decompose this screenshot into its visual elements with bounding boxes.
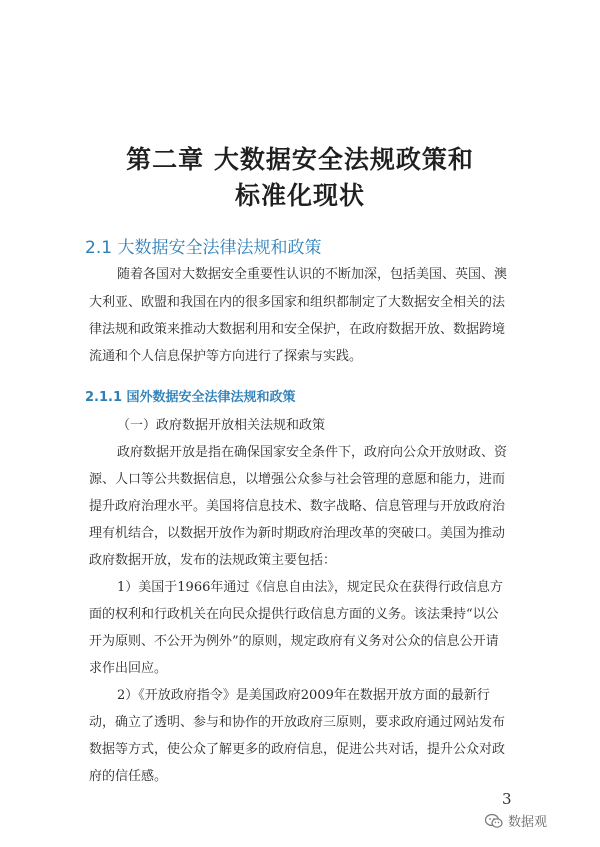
- paragraph-line: 理有机结合，以数据开放作为新时期政府治理改革的突破口。美国为推动: [89, 526, 506, 541]
- paragraph-line: 政府数据开放，发布的法规政策主要包括：: [89, 553, 337, 568]
- list-item-line: 府的信任感。: [89, 769, 168, 784]
- chapter-title-line2: 标准化现状: [234, 181, 365, 210]
- section-heading-2-1: 2.1 大数据安全法律法规和政策: [85, 238, 322, 258]
- list-item-line: 1）美国于1966年通过《信息自由法》，规定民众在获得行政信息方: [117, 580, 503, 595]
- paragraph-line: 律法规和政策来推动大数据利用和安全保护，在政府数据开放、数据跨境: [89, 322, 506, 337]
- paragraph-line: 源、人口等公共数据信息，以增强公众参与社会管理的意愿和能力，进而: [89, 472, 506, 487]
- list-item-line: 数据等方式，使公众了解更多的政府信息，促进公共对话，提升公众对政: [89, 742, 506, 757]
- list-item-line: 2）《开放政府指令》是美国政府2009年在数据开放方面的最新行: [117, 688, 490, 703]
- page-number: 3: [502, 790, 512, 808]
- paragraph-line: 大利亚、欧盟和我国在内的很多国家和组织都制定了大数据安全相关的法: [89, 295, 506, 310]
- wechat-icon: [484, 813, 504, 829]
- sub-heading: （一）政府数据开放相关法规和政策: [117, 418, 326, 433]
- section-heading-2-1-1: 2.1.1 国外数据安全法律法规和政策: [85, 390, 296, 405]
- watermark: [484, 811, 547, 830]
- list-item-line: 求作出回应。: [89, 661, 168, 676]
- paragraph-line: 政府数据开放是指在确保国家安全条件下，政府向公众开放财政、资: [117, 445, 508, 460]
- paragraph-line: 提升政府治理水平。美国将信息技术、数字战略、信息管理与开放政府治: [89, 499, 506, 514]
- list-item-line: 动，确立了透明、参与和协作的开放政府三原则，要求政府通过网站发布: [89, 715, 506, 730]
- paragraph-line: 流通和个人信息保护等方向进行了探索与实践。: [89, 349, 363, 364]
- paragraph-line: 随着各国对大数据安全重要性认识的不断加深，包括美国、英国、澳: [117, 267, 508, 282]
- list-item-line: 面的权利和行政机关在向民众提供行政信息方面的义务。该法秉持“以公: [89, 607, 499, 622]
- chapter-title-line1: 第二章 大数据安全法规政策和: [126, 145, 474, 174]
- list-item-line: 开为原则、不公开为例外”的原则，规定政府有义务对公众的信息公开请: [89, 634, 499, 649]
- watermark-text: 数据观: [508, 815, 548, 830]
